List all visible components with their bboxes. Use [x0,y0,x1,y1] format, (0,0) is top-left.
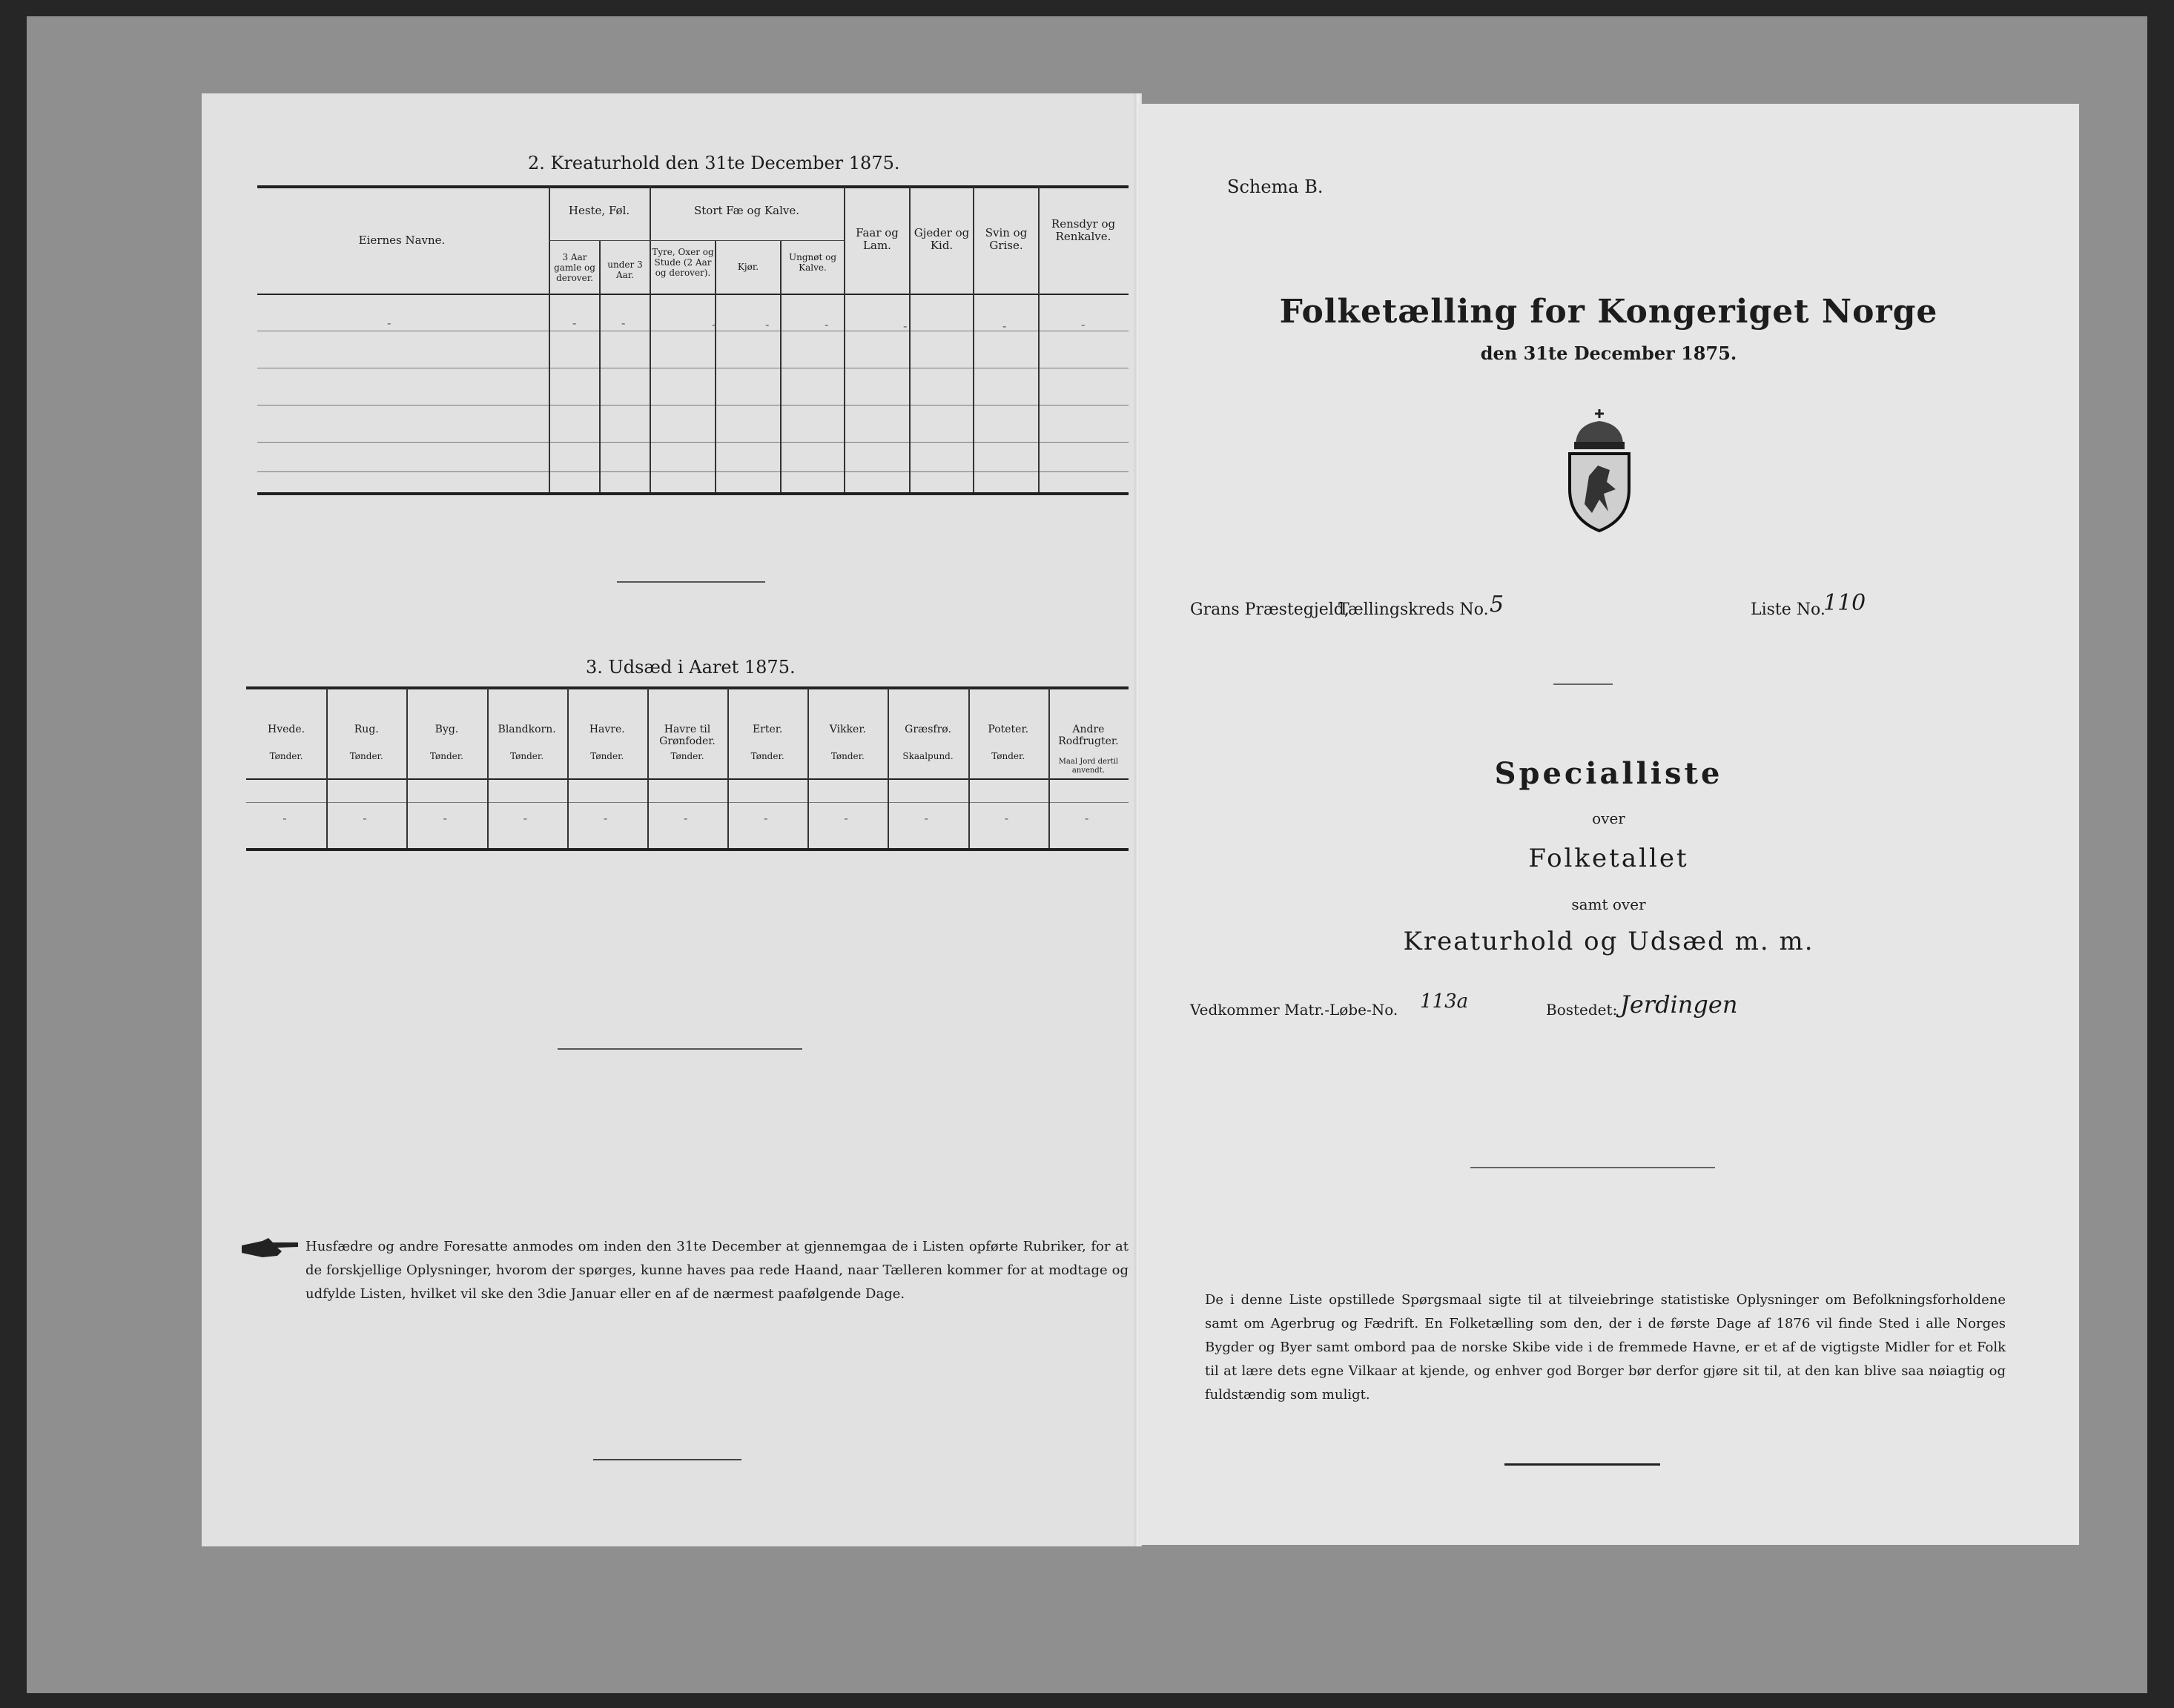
matr-value: 113a [1420,990,1469,1013]
separator-line [1553,683,1613,685]
table3-col-unit: Tønder. [670,751,704,761]
liste-label: Liste No. [1751,600,1826,619]
table3-col-line [807,688,809,848]
entry-dash: - [387,316,391,330]
right-page [1138,104,2079,1545]
table3-col-line [487,688,489,848]
instruction-note: Husfædre og andre Foresatte anmodes om inden den 31te December at gjennemgaa de i Listen opførte Rubriker, for at de forskjellige Oplysninger, hvorom der spørges, kunne haves paa rede Haand, naar Tælleren kommer for at modtage og udfylde Listen, hvilket vil ske den 3die Januar eller en af de nærmest paafølgende Dage. [305,1239,1129,1302]
table3-col-name: Erter. [752,724,783,735]
folketallet-text: Folketallet [1528,844,1689,873]
col-sheep: Faar og Lam. [856,226,899,253]
col-horses-young: under 3 Aar. [607,259,643,280]
left-page [202,93,1138,1546]
col-horses-group: Heste, Føl. [568,204,630,217]
table2-bottom-rule [257,492,1129,495]
table3-col-name: Græsfrø. [905,724,951,735]
table3-entry-dash: - [603,811,608,825]
table3-row-line [246,802,1129,803]
coat-of-arms-icon [1555,408,1644,534]
table3-entry-dash: - [1084,811,1089,825]
table3-col-line [326,688,328,848]
table3-col-name: Havre til Grønfoder. [659,724,716,748]
schema-label: Schema B. [1227,176,1324,197]
table2-col-line [715,240,716,492]
separator-line [558,1048,802,1050]
separator-line [1504,1463,1660,1466]
table3-entry-dash: - [363,811,367,825]
table3-bottom-rule [246,848,1129,851]
entry-dash: - [1002,319,1007,333]
col-cattle-group: Stort Fæ og Kalve. [693,204,800,217]
table3-header-rule [246,778,1129,780]
table3-top-rule [246,686,1129,689]
table2-top-rule [257,185,1129,188]
col-owner: Eiernes Navne. [358,234,446,247]
table3-entry-dash: - [684,811,688,825]
prestegjeld-label: Grans Præstegjeld, [1190,600,1349,619]
col-pigs: Svin og Grise. [985,226,1028,253]
liste-value: 110 [1823,590,1866,616]
separator-line [593,1459,741,1460]
table3-col-line [567,688,569,848]
entry-dash: - [572,316,577,330]
table2-group-rule [549,240,844,241]
table3-col-unit: Tønder. [750,751,784,761]
table3-entry-dash: - [283,811,287,825]
kreds-value: 5 [1490,592,1504,618]
table3-col-name: Vikker. [829,724,866,735]
entry-dash: - [765,317,770,331]
table3-col-line [888,688,889,848]
table3-entry-dash: - [764,811,768,825]
pointing-hand-icon [240,1235,300,1260]
table3-entry-dash: - [523,811,528,825]
col-cattle-cows: Kjør. [737,262,759,272]
over-text: over [1592,810,1625,827]
table3-col-name: Hvede. [268,724,305,735]
samt-over-text: samt over [1571,896,1646,913]
table2-row-line [257,471,1129,472]
bosted-label: Bostedet: [1546,1001,1618,1019]
entry-dash: - [712,317,716,331]
matr-label: Vedkommer Matr.-Løbe-No. [1190,1001,1398,1019]
table3-col-line [647,688,649,848]
table3-col-name: Havre. [589,724,625,735]
col-horses-older: 3 Aar gamle og derover. [554,252,595,283]
separator-line [617,581,765,583]
table3-col-unit: Tønder. [830,751,865,761]
table2-row-line [257,405,1129,406]
table2-header-rule [257,294,1129,295]
table3-col-name: Blandkorn. [498,724,556,735]
col-reindeer: Rensdyr og Renkalve. [1051,217,1116,244]
table3-col-unit: Tønder. [349,751,383,761]
table3-col-name: Byg. [435,724,459,735]
table2-col-line [650,187,651,492]
separator-line [1470,1167,1715,1168]
table3-col-name: Poteter. [988,724,1029,735]
table2-col-line [780,240,782,492]
bosted-value: Jerdingen [1620,990,1738,1019]
census-title: Folketælling for Kongeriget Norge [1279,293,1938,331]
kreds-label: Tællingskreds No. [1338,600,1489,619]
section3-title: 3. Udsæd i Aaret 1875. [586,657,796,678]
section2-title: 2. Kreaturhold den 31te December 1875. [528,153,900,173]
col-cattle-bulls: Tyre, Oxer og Stude (2 Aar og derover). [652,247,714,278]
explanation-paragraph: De i denne Liste opstillede Spørgsmaal sigte til at tilveiebringe statistiske Oplysninger om Befolkningsforholdene samt om Agerbrug og Fædrift. En Folketælling som den, der i de første Dage af 1876 vil finde Sted i alle Norges Bygder og Byer samt ombord paa de norske Skibe vide i de fremmede Havne, er et af de vigtigste Midler for et Folk til at lære dets egne Vilkaar at kjende, og enhver god Borger bør derfor gjøre sit til, at den kan blive saa nøiagtig og fuldstændig som muligt. [1205,1292,2006,1403]
table3-col-name: Andre Rodfrugter. [1058,724,1119,748]
kreaturhold-text: Kreaturhold og Udsæd m. m. [1403,927,1814,956]
entry-dash: - [1081,317,1086,331]
table3-col-unit: Tønder. [590,751,624,761]
entry-dash: - [621,316,626,330]
table3-entry-dash: - [443,811,447,825]
table3-col-line [727,688,729,848]
table3-col-unit: Skaalpund. [902,751,954,761]
table3-col-unit: Maal Jord dertil anvendt. [1058,758,1119,775]
specialliste-heading: Specialliste [1494,756,1723,791]
census-date: den 31te December 1875. [1480,342,1737,364]
col-cattle-young: Ungnøt og Kalve. [788,252,837,273]
table3-col-unit: Tønder. [429,751,463,761]
table3-col-line [406,688,408,848]
table3-entry-dash: - [1004,811,1009,825]
table3-entry-dash: - [924,811,928,825]
table3-col-name: Rug. [354,724,379,735]
table2-row-line [257,442,1129,443]
entry-dash: - [903,319,908,333]
table3-entry-dash: - [844,811,848,825]
table3-col-unit: Tønder. [510,751,544,761]
col-goats: Gjeder og Kid. [913,226,970,253]
table3-col-line [968,688,970,848]
table3-col-unit: Tønder. [269,751,303,761]
table2-col-line [549,187,550,492]
entry-dash: - [825,317,829,331]
table3-col-unit: Tønder. [991,751,1025,761]
